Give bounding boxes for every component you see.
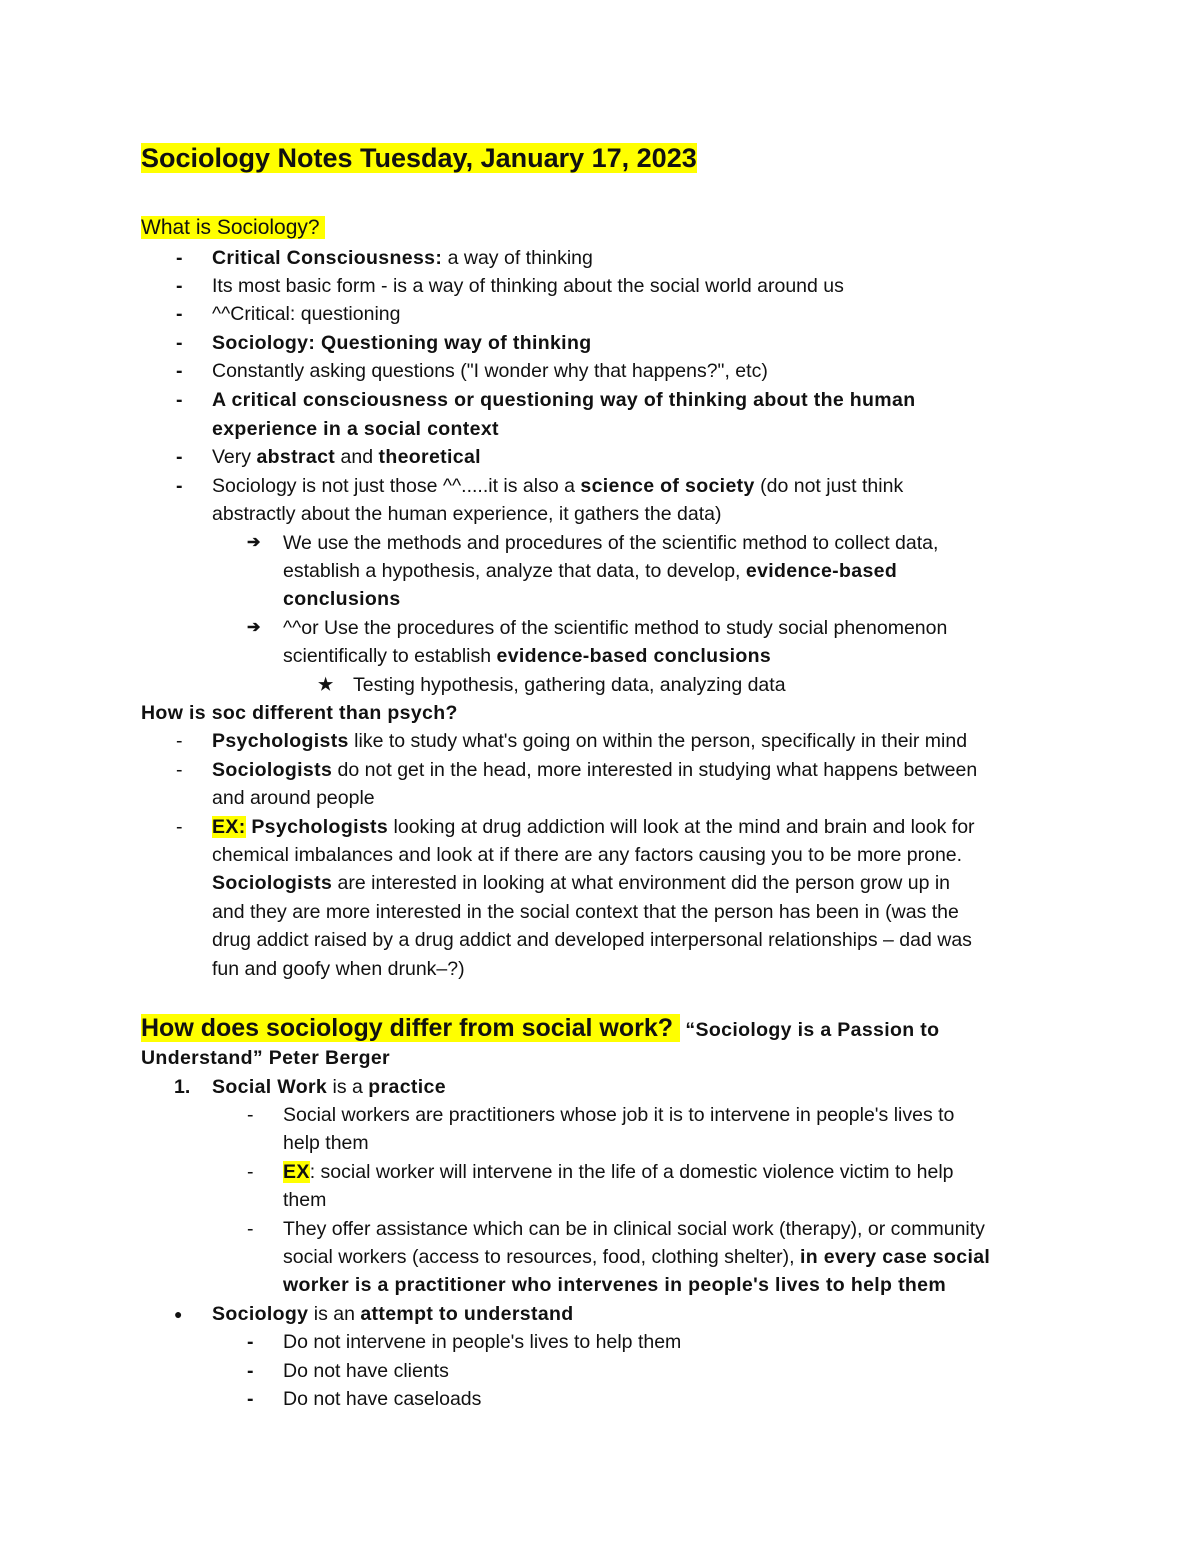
list-item: Constantly asking questions ("I wonder why that happens?", etc) xyxy=(212,360,768,382)
dash-marker: - xyxy=(176,332,183,354)
list-item-continued: abstractly about the human experience, it gathers the data) xyxy=(212,503,722,525)
sub-sub-list-item: Testing hypothesis, gathering data, analyzing data xyxy=(353,674,786,696)
text: social workers (access to resources, food, clothing shelter), xyxy=(283,1246,800,1268)
numbered-item xyxy=(212,1073,446,1101)
bold-text: worker is a practitioner who intervenes in people's lives to help them xyxy=(283,1274,947,1296)
term: Sociology xyxy=(212,1303,309,1325)
text: and xyxy=(335,446,379,468)
star-icon: ★ xyxy=(318,675,334,694)
text: establish a hypothesis, analyze that data, to develop, xyxy=(283,560,746,582)
bold-text: conclusions xyxy=(283,588,401,610)
page-title xyxy=(141,140,697,176)
dash-marker: - xyxy=(247,1331,254,1353)
sub-list-item: They offer assistance which can be in clinical social work (therapy), or community xyxy=(283,1218,985,1240)
title-text: Sociology Notes Tuesday, January 17, 2023 xyxy=(141,143,697,173)
sub-list-item-continued xyxy=(283,585,401,613)
list-item-continued: fun and goofy when drunk–?) xyxy=(212,958,465,980)
text: : social worker will intervene in the life of a domestic violence victim to help xyxy=(309,1161,954,1183)
list-item: ^^Critical: questioning xyxy=(212,303,401,325)
text: like to study what's going on within the person, specifically in their mind xyxy=(348,730,968,752)
dash-marker: - xyxy=(176,475,183,497)
sub-list-item: Do not intervene in people's lives to help them xyxy=(283,1331,682,1353)
bold-text: abstract xyxy=(256,446,336,468)
sub-list-item: Do not have caseloads xyxy=(283,1388,482,1410)
list-item: Its most basic form - is a way of thinking about the social world around us xyxy=(212,275,844,297)
bold-text: A critical consciousness or questioning way of thinking about the human xyxy=(212,389,916,411)
heading-text: How is soc different than psych? xyxy=(141,702,458,724)
text: a way of thinking xyxy=(442,247,593,269)
text: Very xyxy=(212,446,257,468)
dash-marker: - xyxy=(176,360,183,382)
heading-text: How does sociology differ from social work? xyxy=(141,1014,674,1042)
bold-text: science of society xyxy=(580,475,755,497)
list-item-continued: and around people xyxy=(212,787,375,809)
dash-marker: - xyxy=(176,759,183,781)
sub-list-item-continued xyxy=(283,1271,946,1299)
dash-marker: - xyxy=(247,1360,254,1382)
dash-marker: - xyxy=(176,730,183,752)
sub-list-item: ^^or Use the procedures of the scientific method to study social phenomenon xyxy=(283,617,948,639)
sub-list-item-continued xyxy=(283,1243,990,1271)
sub-list-item-continued xyxy=(283,642,771,670)
bullet-item xyxy=(212,1300,574,1328)
text: scientifically to establish xyxy=(283,645,497,667)
text: Sociology is not just those ^^.....it is also a xyxy=(212,475,581,497)
quote-text: Understand” Peter Berger xyxy=(141,1047,390,1069)
bold-text: experience in a social context xyxy=(212,418,499,440)
arrow-icon: ➔ xyxy=(247,619,261,636)
dash-marker: - xyxy=(176,389,183,411)
arrow-icon: ➔ xyxy=(247,534,261,551)
dash-marker: - xyxy=(247,1388,254,1410)
list-item-continued xyxy=(212,415,499,443)
section-heading-soc-vs-psych xyxy=(141,699,458,727)
quote-text: “Sociology is a Passion to xyxy=(685,1019,940,1041)
heading-text: What is Sociology? xyxy=(141,216,320,239)
term: Psychologists xyxy=(245,816,389,838)
sub-list-item: Social workers are practitioners whose job it is to intervene in people's lives to xyxy=(283,1104,955,1126)
bold-text: in every case social xyxy=(799,1246,991,1268)
sub-list-item-continued xyxy=(283,557,897,585)
dash-marker: - xyxy=(247,1161,254,1183)
ex-label: EX xyxy=(283,1161,310,1183)
section-heading-soc-vs-social-work xyxy=(141,1011,939,1045)
bold-text: attempt to understand xyxy=(360,1303,574,1325)
text: is a xyxy=(327,1076,369,1098)
sub-list-item-continued: help them xyxy=(283,1132,369,1154)
bold-text: Sociology: Questioning way of thinking xyxy=(212,332,592,354)
dash-marker: - xyxy=(176,446,183,468)
list-number: 1. xyxy=(174,1076,191,1098)
term: Social Work xyxy=(212,1076,328,1098)
list-item xyxy=(212,329,591,357)
dash-marker: - xyxy=(247,1104,254,1126)
sub-list-item: Do not have clients xyxy=(283,1360,449,1382)
bold-text: theoretical xyxy=(378,446,481,468)
text: looking at drug addiction will look at the mind and brain and look for xyxy=(388,816,975,838)
dash-marker: - xyxy=(176,816,183,838)
highlight-pad xyxy=(320,216,326,239)
dash-marker: - xyxy=(176,247,183,269)
list-item-continued: and they are more interested in the social context that the person has been in (was the xyxy=(212,901,959,923)
dash-marker: - xyxy=(176,275,183,297)
dash-marker: - xyxy=(247,1218,254,1240)
highlight-pad xyxy=(673,1014,680,1042)
list-item-continued: drug addict raised by a drug addict and developed interpersonal relationships – dad was xyxy=(212,929,972,951)
text: are interested in looking at what environment did the person grow up in xyxy=(332,872,951,894)
list-item xyxy=(212,813,975,841)
list-item xyxy=(212,727,967,755)
term: Psychologists xyxy=(212,730,349,752)
bold-text: evidence-based xyxy=(745,560,898,582)
list-item xyxy=(212,756,977,784)
list-item-continued: chemical imbalances and look at if there are any factors causing you to be more prone. xyxy=(212,844,963,866)
section-heading-what-is-sociology xyxy=(141,213,325,243)
sub-list-item-continued: them xyxy=(283,1189,327,1211)
text: do not get in the head, more interested in studying what happens between xyxy=(332,759,978,781)
term: Sociologists xyxy=(212,759,333,781)
term: Critical Consciousness: xyxy=(212,247,443,269)
ex-label: EX: xyxy=(212,816,246,838)
bold-text: practice xyxy=(368,1076,446,1098)
bold-text: evidence-based conclusions xyxy=(496,645,772,667)
sub-list-item xyxy=(283,1158,954,1186)
sub-list-item: We use the methods and procedures of the scientific method to collect data, xyxy=(283,532,939,554)
text: (do not just think xyxy=(754,475,904,497)
list-item xyxy=(212,472,903,500)
list-item xyxy=(212,386,915,414)
list-item-continued xyxy=(212,869,950,897)
dash-marker: - xyxy=(176,303,183,325)
term: Sociologists xyxy=(212,872,333,894)
bullet-dot-icon: ● xyxy=(174,1306,183,1322)
quote-continued xyxy=(141,1044,390,1072)
list-item xyxy=(212,244,593,272)
list-item xyxy=(212,443,481,471)
text: is an xyxy=(308,1303,361,1325)
